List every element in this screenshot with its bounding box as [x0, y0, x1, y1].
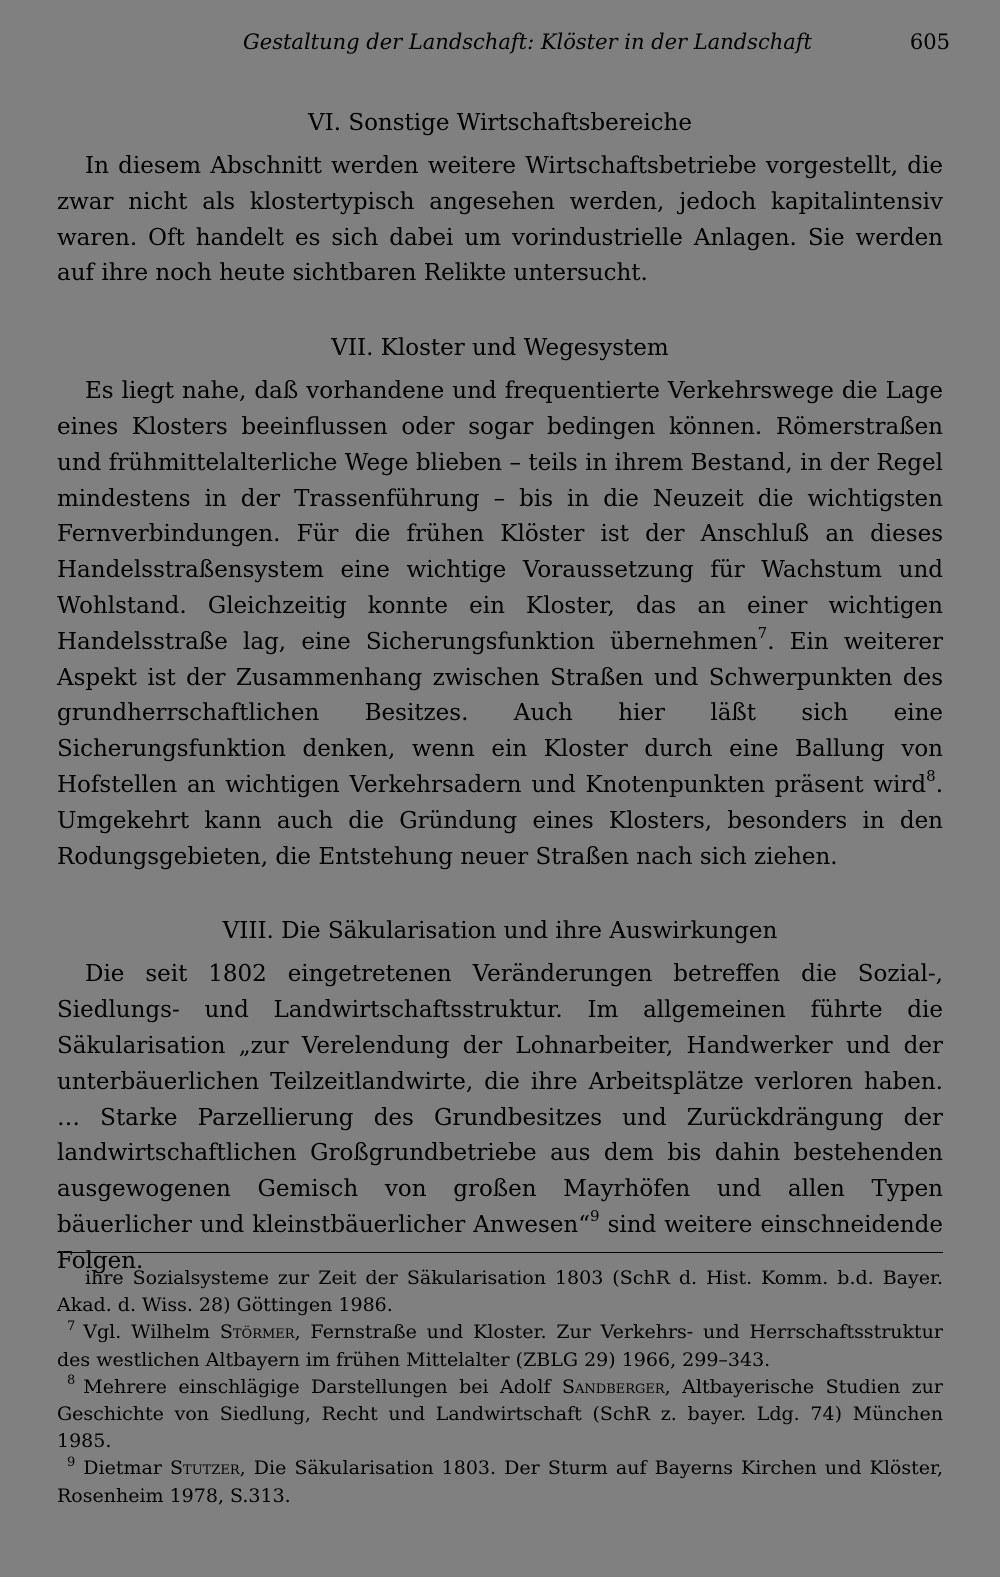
footnote-divider	[57, 1252, 943, 1253]
footnote-text: , Altbayerische Studien zur Geschichte von Siedlung, Recht und Landwirtschaft (SchR z. bayer. Ldg. 74) München 1985.	[57, 1375, 943, 1453]
footnote-number: 9	[67, 1455, 76, 1471]
text-run: . Umgekehrt kann auch die Gründung eines Klosters, besonders in den Rodungsgebieten, die Entstehung neuer Straßen nach sich ziehen.	[57, 771, 943, 870]
footnote-text: , Fernstraße und Kloster. Zur Verkehrs- und Herrschaftsstruktur des westlichen Altbayern im frühen Mittelalter (ZBLG 29) 1966, 299–343.	[57, 1321, 943, 1371]
footnote-text: Vgl. Wilhelm	[83, 1321, 220, 1344]
section-heading-viii: VIII. Die Säkularisation und ihre Auswirkungen	[222, 918, 778, 945]
footnote-author: Stutzer	[170, 1457, 240, 1480]
page-number: 605	[909, 30, 950, 54]
footnote-9	[57, 1455, 943, 1509]
footnote-7	[57, 1319, 943, 1373]
footnote-8	[57, 1374, 943, 1456]
text-run: . Ein weiterer Aspekt ist der Zusammenhang zwischen Straßen und Schwerpunkten des grundherrschaftlichen Besitzes. Auch hier läßt sich eine Sicherungsfunktion denken, wenn ein Kloster durch eine Ballung von Hofstellen an wichtigen Verkehrsadern und Knotenpunkten präsent wird	[57, 628, 943, 798]
footnote-text: , Die Säkularisation 1803. Der Sturm auf Bayerns Kirchen und Klöster, Rosenheim 1978, S.313.	[57, 1457, 944, 1507]
footnote-ref-7[interactable]: 7	[757, 624, 768, 643]
footnote-text: Dietmar	[83, 1457, 171, 1480]
running-title: Gestaltung der Landschaft: Klöster in der Landschaft	[243, 30, 812, 54]
footnote-continuation: ihre Sozialsysteme zur Zeit der Säkularisation 1803 (SchR d. Hist. Komm. b.d. Bayer. Akad. d. Wiss. 28) Göttingen 1986.	[57, 1267, 943, 1317]
section-paragraph-vi: In diesem Abschnitt werden weitere Wirtschaftsbetriebe vorgestellt, die zwar nicht als klostertypisch angesehen werden, jedoch kapitalintensiv waren. Oft handelt es sich dabei um vorindustrielle Anlagen. Sie werden auf ihre noch heute sichtbaren Relikte untersucht.	[57, 153, 943, 287]
footnote-ref-8[interactable]: 8	[926, 767, 936, 786]
section-paragraph-viii	[57, 957, 943, 1279]
footnote-number: 7	[67, 1319, 76, 1335]
text-run: Es liegt nahe, daß vorhandene und frequentierte Verkehrswege die Lage eines Klosters beeinflussen oder sogar bedingen können. Römerstraßen und frühmittelalterliche Wege blieben – teils in ihrem Bestand, in der Regel mindestens in der Trassenführung – bis in die Neuzeit die wichtigsten Fernverbindungen. Für die frühen Klöster ist der Anschluß an dieses Handelsstraßensystem eine wichtige Voraussetzung für Wachstum und Wohlstand. Gleichzeitig konnte ein Kloster, das an einer wichtigen Handelsstraße lag, eine Sicherungsfunktion übernehmen	[57, 378, 943, 655]
footnote-text: Mehrere einschlägige Darstellungen bei Adolf	[83, 1375, 562, 1398]
footnote-ref-9[interactable]: 9	[590, 1207, 600, 1226]
text-run: sind weitere einschneidende Folgen.	[57, 1211, 943, 1274]
footnote-author: Sandberger	[561, 1375, 665, 1398]
running-head	[0, 30, 1000, 64]
footnote-author: Störmer	[219, 1321, 295, 1344]
section-heading-vii: VII. Kloster und Wegesystem	[331, 335, 669, 362]
footnote-number: 8	[67, 1373, 76, 1389]
text-run: Die seit 1802 eingetretenen Veränderungen betreffen die Sozial-, Siedlungs- und Landwirtschaftsstruktur. Im allgemeinen führte die Säkularisation „zur Verelendung der Lohnarbeiter, Handwerker und der unterbäuerlichen Teilzeitlandwirte, die ihre Arbeitsplätze verloren haben. … Starke Parzellierung des Grundbesitzes und Zurückdrängung der landwirtschaftlichen Großgrundbetriebe aus dem bis dahin bestehenden ausgewogenen Gemisch von großen Mayrhöfen und allen Typen bäuerlicher und kleinstbäuerlicher Anwesen“	[57, 961, 943, 1238]
footnotes	[57, 1265, 943, 1510]
section-heading-vi: VI. Sonstige Wirtschaftsbereiche	[308, 110, 692, 136]
section-paragraph-vii	[57, 374, 943, 875]
body-text	[57, 105, 943, 1280]
